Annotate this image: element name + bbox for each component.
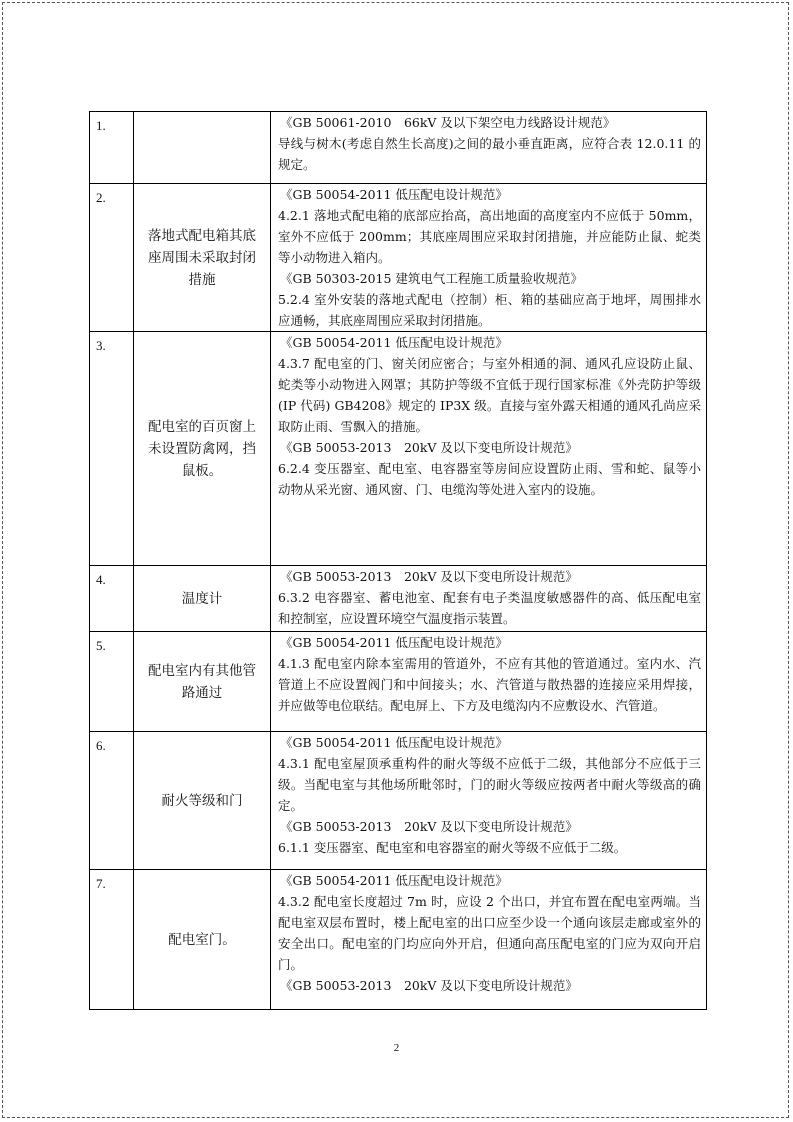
item-name: 配电室的百页窗上未设置防禽网，挡鼠板。 (134, 332, 271, 566)
item-name: 落地式配电箱其底座周围未采取封闭措施 (134, 184, 271, 332)
item-name (134, 112, 271, 184)
row-number: 1. (90, 112, 134, 184)
clause-text: 5.2.4 室外安装的落地式配电（控制）柜、箱的基础应高于地坪，周围排水应通畅，其底座周围应采取封闭措施。 (278, 292, 701, 328)
regulation-table (89, 111, 707, 1010)
standard-title: 《GB 50054-2011 低压配电设计规范》 (280, 187, 508, 202)
row-number: 6. (90, 732, 134, 870)
clause-text: 4.2.1 落地式配电箱的底部应抬高，高出地面的高度室内不应低于 50mm，室外不应低于 200mm；其底座周围应采取封闭措施，并应能防止鼠、蛇类等小动物进入箱内。 (278, 208, 701, 265)
spec-cell (271, 332, 707, 566)
row-number: 4. (90, 566, 134, 632)
standard-title: 《GB 50054-2011 低压配电设计规范》 (280, 335, 508, 350)
clause-text: 4.1.3 配电室内除本室需用的管道外，不应有其他的管道通过。室内水、汽管道上不应设置阀门和中间接头；水、汽管道与散热器的连接应采用焊接，并应做等电位联结。配电屏上、下方及电缆沟内不应敷设水、汽管道。 (278, 656, 701, 713)
row-number: 2. (90, 184, 134, 332)
spec-cell (271, 184, 707, 332)
clause-text: 6.3.2 电容器室、蓄电池室、配套有电子类温度敏感器件的高、低压配电室和控制室，应设置环境空气温度指示装置。 (278, 590, 701, 626)
item-name: 温度计 (134, 566, 271, 632)
clause-text: 4.3.2 配电室长度超过 7m 时，应设 2 个出口，并宜布置在配电室两端。当配电室双层布置时，楼上配电室的出口应至少设一个通向该层走廊或室外的安全出口。配电室的门均应向外开启，但通向高压配电室的门应为双向开启门。 (278, 894, 701, 972)
item-name: 配电室门。 (134, 870, 271, 1010)
standard-title: 《GB 50053-2013 20kV 及以下变电所设计规范》 (280, 440, 578, 455)
table-row (90, 870, 707, 1010)
table-row (90, 632, 707, 732)
standard-title: 《GB 50053-2013 20kV 及以下变电所设计规范》 (280, 978, 578, 993)
page-number: 2 (393, 1042, 400, 1054)
table-row (90, 732, 707, 870)
table-row (90, 332, 707, 566)
spec-cell (271, 870, 707, 1010)
standard-title: 《GB 50054-2011 低压配电设计规范》 (280, 735, 508, 750)
item-name: 配电室内有其他管路通过 (134, 632, 271, 732)
standard-title: 《GB 50053-2013 20kV 及以下变电所设计规范》 (280, 819, 578, 834)
standard-title: 《GB 50061-2010 66kV 及以下架空电力线路设计规范》 (280, 115, 616, 130)
spec-cell (271, 112, 707, 184)
clause-text: 4.3.1 配电室屋顶承重构件的耐火等级不应低于二级，其他部分不应低于三级。当配电室与其他场所毗邻时，门的耐火等级应按两者中耐火等级高的确定。 (278, 756, 701, 813)
clause-text: 4.3.7 配电室的门、窗关闭应密合；与室外相通的洞、通风孔应设防止鼠、蛇类等小动物进入网罩；其防护等级不宜低于现行国家标准《外壳防护等级(IP 代码) GB4208》规定的 IP3X 级。直接与室外露天相通的通风孔尚应采取防止雨、雪飘入的措施。 (278, 356, 701, 434)
standard-title: 《GB 50303-2015 建筑电气工程施工质量验收规范》 (280, 271, 583, 286)
spec-cell (271, 566, 707, 632)
spec-cell (271, 632, 707, 732)
clause-text: 6.1.1 变压器室、配电室和电容器室的耐火等级不应低于二级。 (278, 840, 627, 855)
standard-title: 《GB 50054-2011 低压配电设计规范》 (280, 635, 508, 650)
table-row (90, 566, 707, 632)
table-row (90, 112, 707, 184)
table-row (90, 184, 707, 332)
row-number: 3. (90, 332, 134, 566)
standard-title: 《GB 50053-2013 20kV 及以下变电所设计规范》 (280, 569, 578, 584)
row-number: 7. (90, 870, 134, 1010)
spec-cell (271, 732, 707, 870)
item-name: 耐火等级和门 (134, 732, 271, 870)
clause-text: 导线与树木(考虑自然生长高度)之间的最小垂直距离，应符合表 12.0.11 的规定。 (278, 136, 701, 172)
clause-text: 6.2.4 变压器室、配电室、电容器室等房间应设置防止雨、雪和蛇、鼠等小动物从采光窗、通风窗、门、电缆沟等处进入室内的设施。 (278, 461, 701, 497)
row-number: 5. (90, 632, 134, 732)
standard-title: 《GB 50054-2011 低压配电设计规范》 (280, 873, 508, 888)
